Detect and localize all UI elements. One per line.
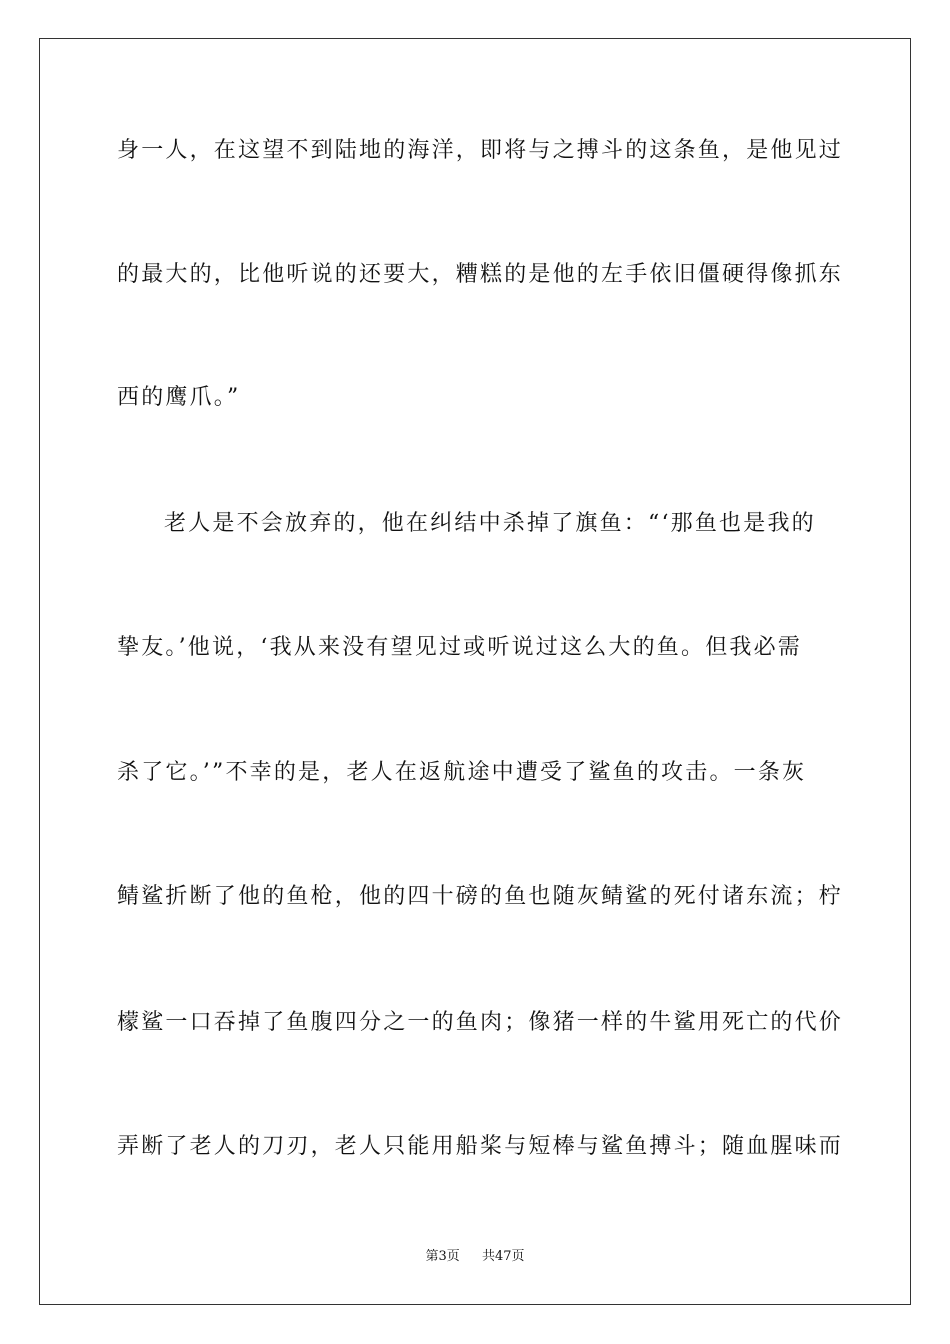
text-line-1: 身一人，在这望不到陆地的海洋，即将与之搏斗的这条鱼，是他见过 — [117, 138, 844, 163]
text-line-5: 挚友。’他说，‘我从来没有望见过或听说过这么大的鱼。但我必需 — [117, 635, 802, 660]
paragraph-start-line: 老人是不会放弃的，他在纠结中杀掉了旗鱼：“‘那鱼也是我的 — [164, 511, 816, 536]
text-line-7: 鲭鲨折断了他的鱼枪，他的四十磅的鱼也随灰鲭鲨的死付诸东流；柠 — [117, 884, 844, 909]
text-line-6: 杀了它。’”不幸的是，老人在返航途中遭受了鲨鱼的攻击。一条灰 — [117, 760, 807, 785]
text-line-9: 弄断了老人的刀刃，老人只能用船桨与短棒与鲨鱼搏斗；随血腥味而 — [117, 1134, 844, 1159]
page-number: 第3页 — [425, 1249, 460, 1264]
text-line-2: 的最大的，比他听说的还要大，糟糕的是他的左手依旧僵硬得像抓东 — [117, 262, 844, 287]
page-border — [39, 38, 911, 1305]
text-line-3: 西的鹰爪。” — [117, 385, 241, 410]
page-total: 共47页 — [482, 1249, 525, 1264]
page-footer — [0, 1248, 950, 1266]
text-line-8: 檬鲨一口吞掉了鱼腹四分之一的鱼肉；像猪一样的牛鲨用死亡的代价 — [117, 1010, 844, 1035]
